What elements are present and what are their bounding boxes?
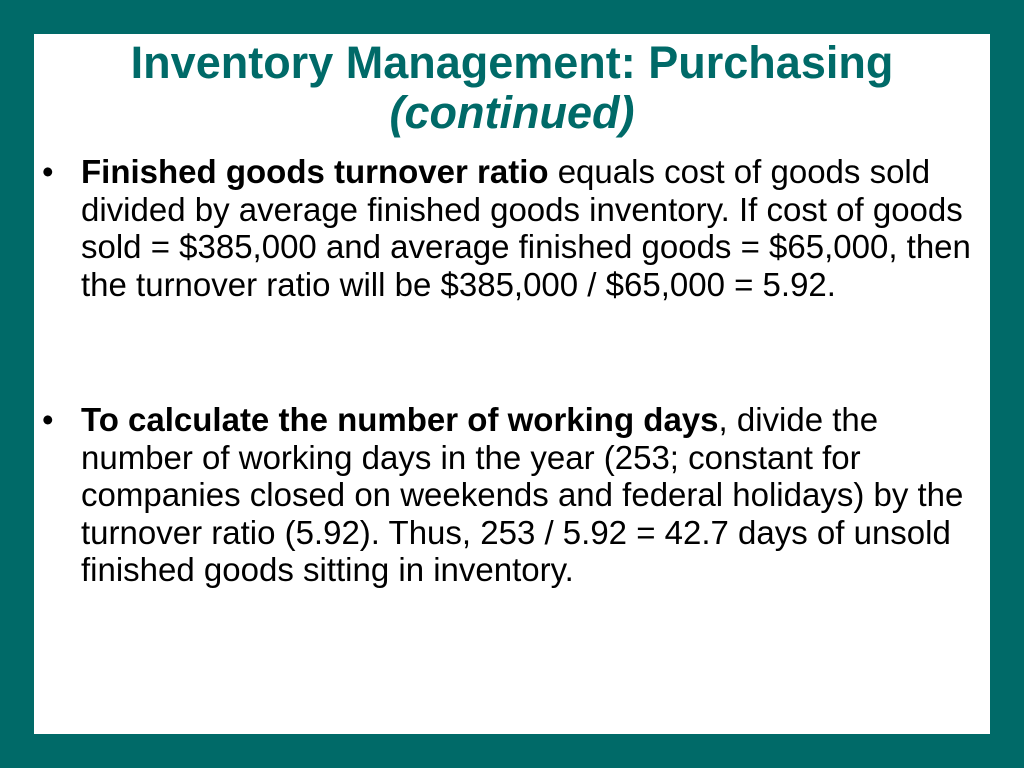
slide-canvas: [34, 34, 990, 734]
bullet-bold-lead: To calculate the number of working days: [81, 401, 719, 438]
bullet-text: [81, 401, 981, 589]
bullet-marker: •: [42, 401, 54, 438]
title-continued-line: (continued): [389, 87, 635, 138]
bullet-text: [81, 153, 981, 303]
bullet-body: , divide the number of working days in the year (253; constant for companies closed on weekends and federal holidays) by the turnover ratio (5.92). Thus, 253 / 5.92 = 42.7 days of unsold finished goods sitting in inventory.: [81, 401, 964, 588]
bullet-bold-lead: Finished goods turnover ratio: [81, 153, 549, 190]
bullet-body: equals cost of goods sold divided by average finished goods inventory. If cost of goods sold = $385,000 and average finished goods = $65,000, then the turnover ratio will be $385,000 / $65,000 = 5.92.: [81, 153, 971, 303]
title-main-line: Inventory Management: Purchasing: [130, 37, 894, 88]
bullet-marker: •: [42, 153, 54, 190]
